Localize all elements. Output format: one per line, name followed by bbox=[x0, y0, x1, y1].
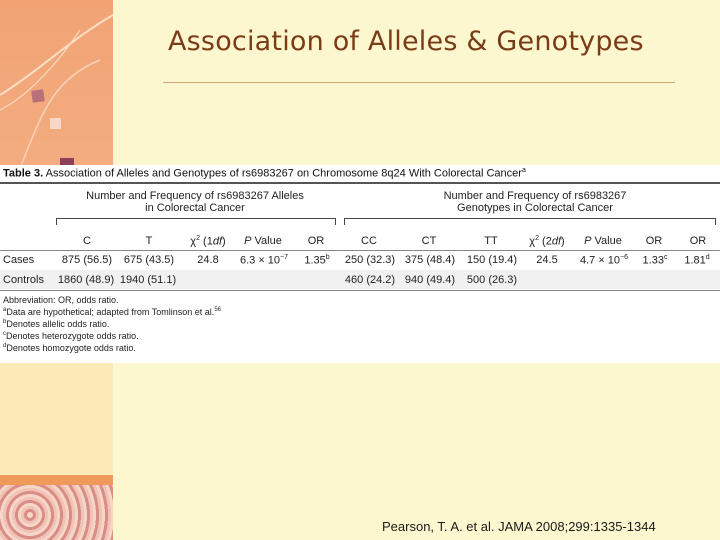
col-header-ct: CT bbox=[421, 235, 437, 247]
cell-cases-ct: 375 (48.4) bbox=[404, 254, 456, 266]
cell-cases-chi1: 24.8 bbox=[197, 254, 219, 266]
group-header-alleles-line2: in Colorectal Cancer bbox=[145, 202, 245, 214]
footnote-abbrev: Abbreviation: OR, odds ratio. bbox=[3, 295, 119, 305]
slide-title: Association of Alleles & Genotypes bbox=[168, 26, 644, 57]
table-caption-sup: a bbox=[521, 167, 526, 174]
body-divider bbox=[0, 290, 720, 291]
col-header-tt: TT bbox=[484, 235, 498, 247]
cell-cases-or2: 1.33$^c$ bbox=[642, 254, 668, 267]
table-caption bbox=[3, 167, 526, 180]
group-bracket-alleles bbox=[56, 218, 336, 219]
citation-text: Pearson, T. A. et al. JAMA 2008;299:1335-1344 bbox=[382, 519, 656, 534]
caption-divider bbox=[0, 182, 720, 184]
col-header-or1: OR bbox=[307, 235, 325, 247]
footnote-a: $^a$Data are hypothetical; adapted from Tomlinson et al.$^{56}$ bbox=[3, 307, 221, 317]
group-header-alleles bbox=[60, 190, 330, 214]
table-label: Table 3. bbox=[3, 167, 44, 180]
row-label-controls: Controls bbox=[3, 274, 44, 286]
header-divider bbox=[0, 250, 720, 251]
cell-cases-p1: $6.3 \times 10^{-7}$ bbox=[239, 254, 289, 267]
col-header-t: T bbox=[145, 235, 153, 247]
col-header-chi2: $\chi^2$ (2df) bbox=[529, 235, 565, 248]
cell-controls-c: 1860 (48.9) bbox=[57, 274, 115, 286]
cell-cases-tt: 150 (19.4) bbox=[466, 254, 518, 266]
cell-cases-or3: 1.81$^d$ bbox=[684, 254, 710, 267]
group-header-genotypes-line2: Genotypes in Colorectal Cancer bbox=[457, 202, 613, 214]
cell-cases-chi2: 24.5 bbox=[536, 254, 558, 266]
col-header-p2: P Value bbox=[584, 235, 622, 247]
cell-cases-t: 675 (43.5) bbox=[123, 254, 175, 266]
col-header-c: C bbox=[83, 235, 91, 247]
col-header-or3: OR bbox=[689, 235, 707, 247]
cell-controls-t: 1940 (51.1) bbox=[119, 274, 177, 286]
row-label-cases: Cases bbox=[3, 254, 35, 266]
title-divider bbox=[163, 82, 675, 83]
col-header-chi1: $\chi^2$ (1df) bbox=[190, 235, 226, 248]
col-header-p1: P Value bbox=[244, 235, 282, 247]
cell-controls-ct: 940 (49.4) bbox=[404, 274, 456, 286]
table-caption-text: Association of Alleles and Genotypes of rs6983267 on Chromosome 8q24 With Colorectal Cancer bbox=[45, 167, 522, 180]
group-header-genotypes-line1: Number and Frequency of rs6983267 bbox=[443, 190, 627, 202]
footnote-b: $^b$Denotes allelic odds ratio. bbox=[3, 319, 110, 329]
decor-curves-graphic bbox=[0, 0, 113, 168]
table-panel bbox=[0, 165, 720, 363]
cell-cases-p2: $4.7 \times 10^{-6}$ bbox=[579, 254, 629, 267]
col-header-or2: OR bbox=[645, 235, 663, 247]
group-header-genotypes bbox=[355, 190, 715, 214]
cell-controls-tt: 500 (26.3) bbox=[466, 274, 518, 286]
cell-cases-cc: 250 (32.3) bbox=[344, 254, 396, 266]
cell-cases-c: 875 (56.5) bbox=[61, 254, 113, 266]
footnote-c: $^c$Denotes heterozygote odds ratio. bbox=[3, 331, 139, 341]
group-header-alleles-line1: Number and Frequency of rs6983267 Alleles bbox=[86, 190, 304, 202]
cell-controls-cc: 460 (24.2) bbox=[344, 274, 396, 286]
pattern-decor-block bbox=[0, 485, 113, 540]
footnote-d: $^d$Denotes homozygote odds ratio. bbox=[3, 343, 136, 353]
col-header-cc: CC bbox=[361, 235, 377, 247]
cell-cases-or1: 1.35$^b$ bbox=[304, 254, 330, 267]
orange-decor-strip bbox=[0, 475, 113, 485]
group-bracket-genotypes bbox=[344, 218, 716, 219]
